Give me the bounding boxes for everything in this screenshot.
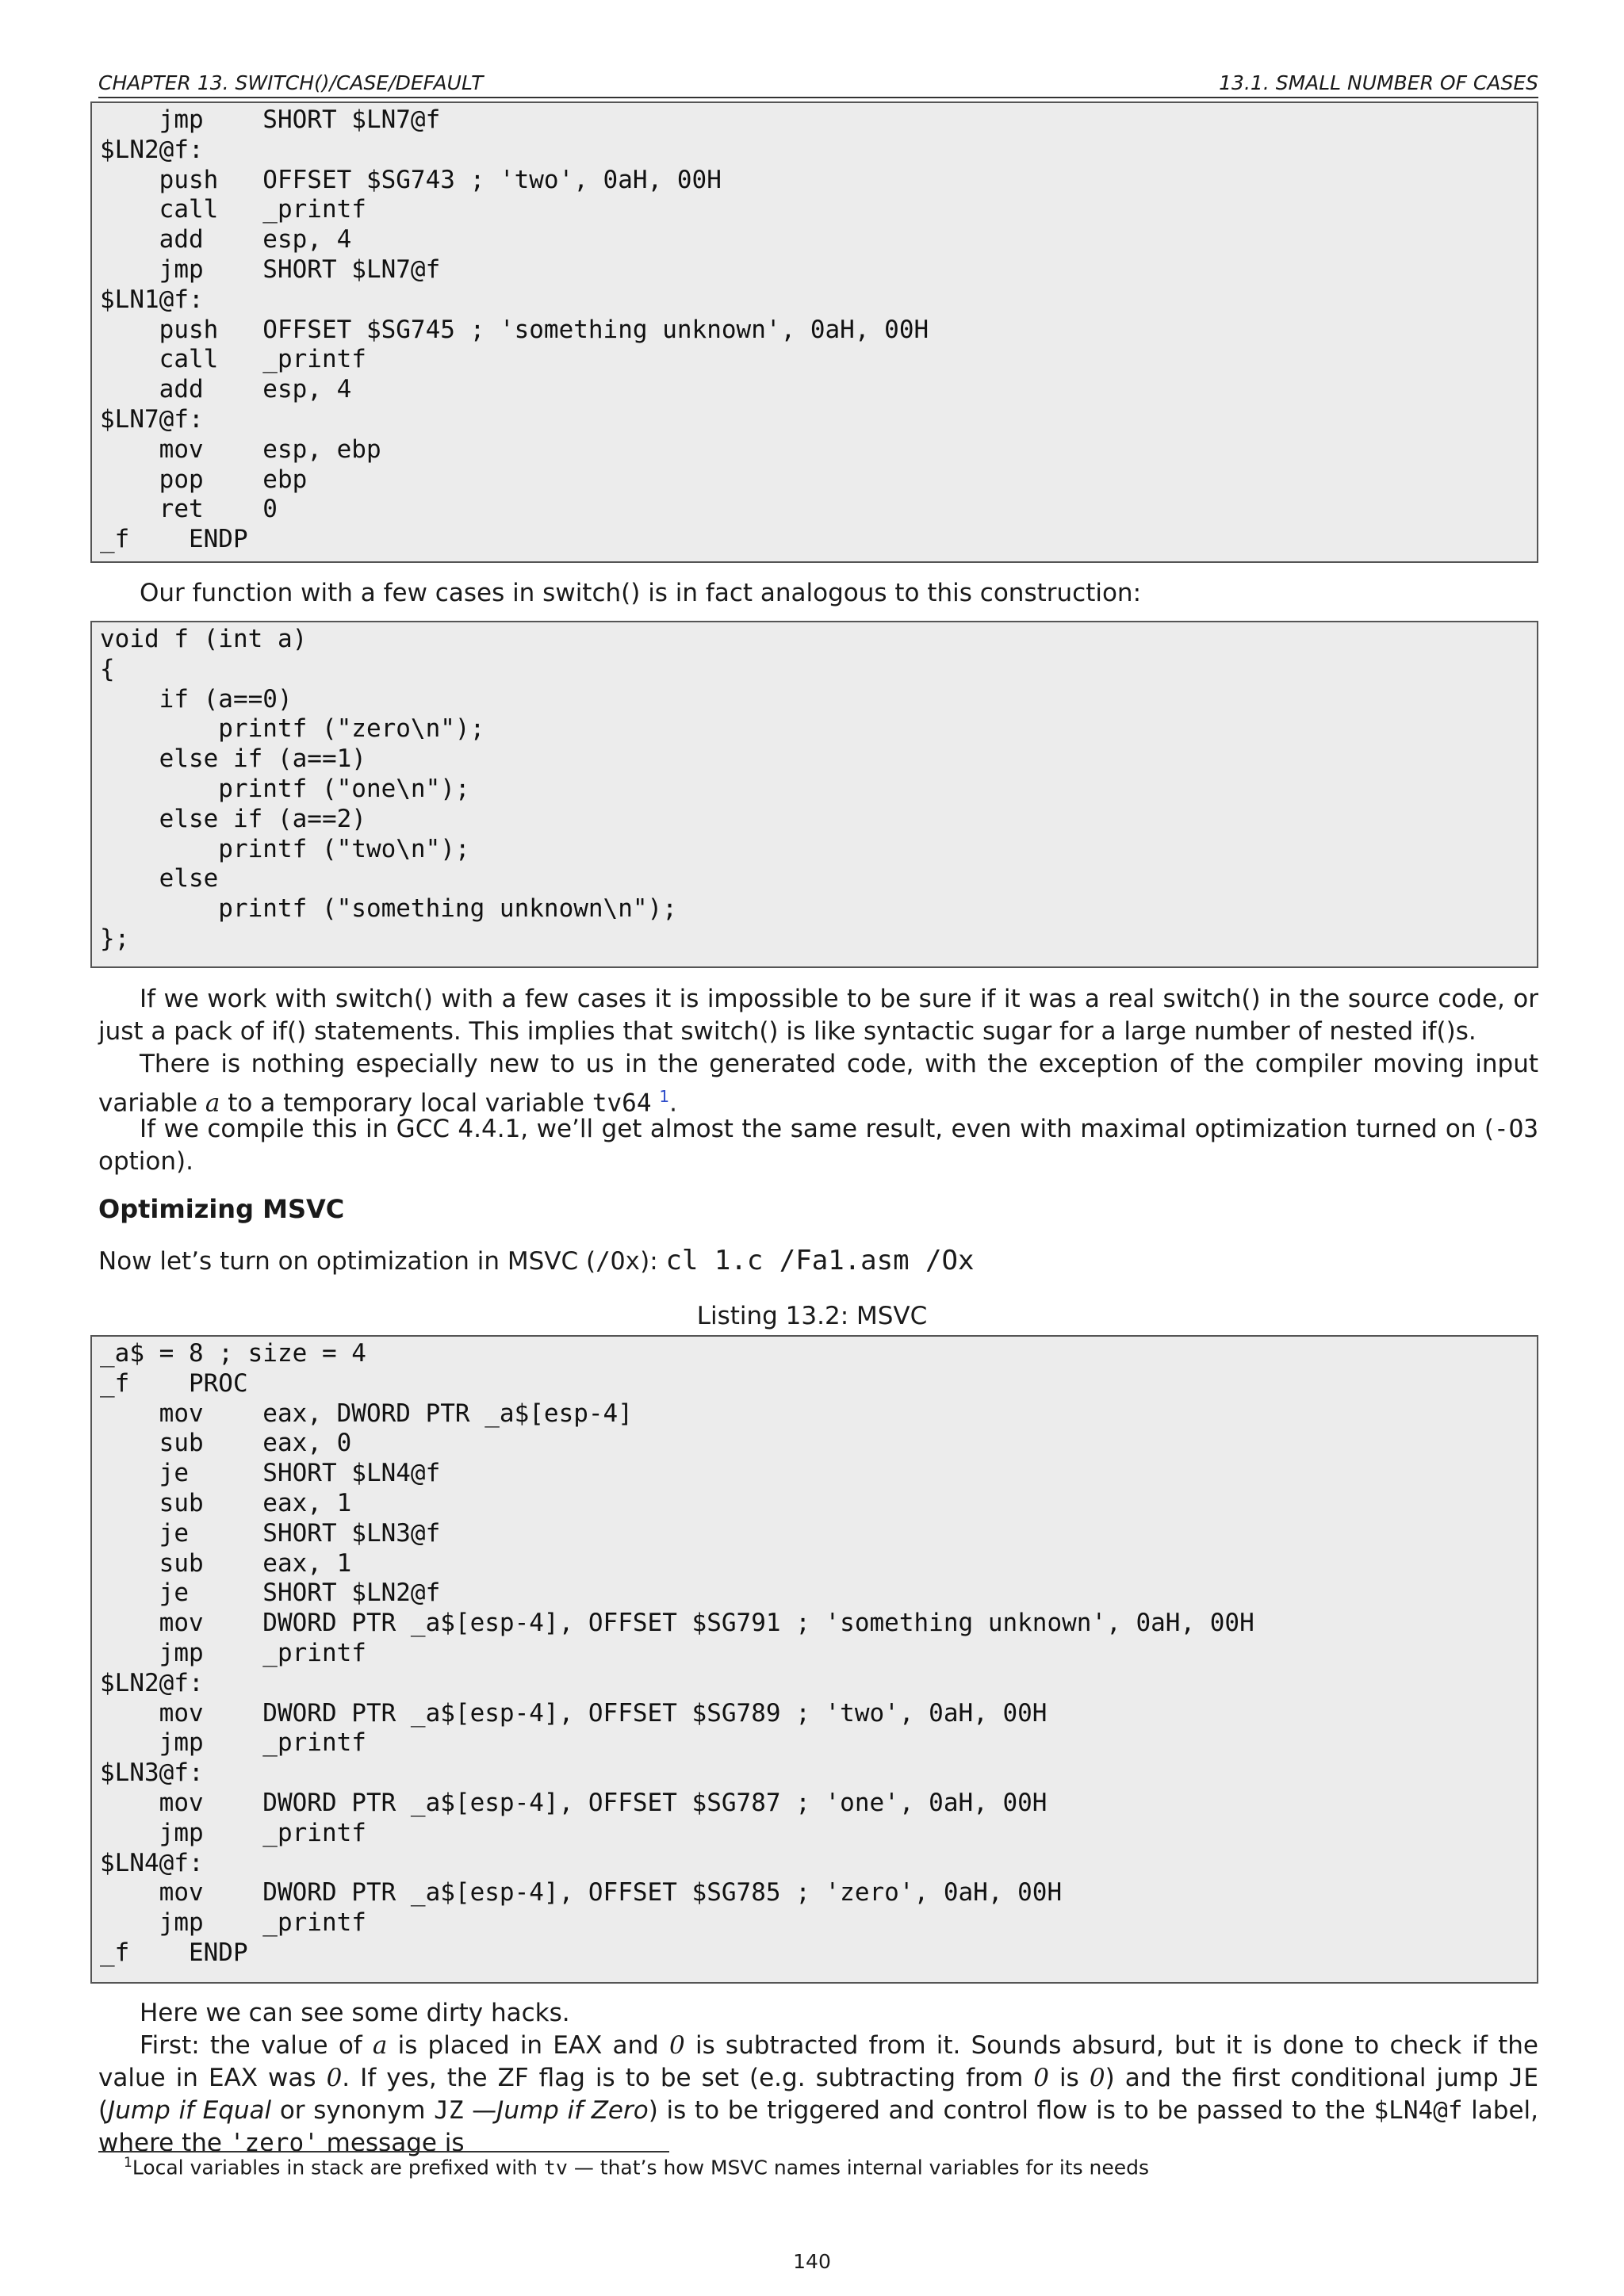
code-listing-asm-tail: jmp SHORT $LN7@f $LN2@f: push OFFSET $SG743 ; 'two', 0aH, 00H call _printf add esp, 4 jmp SHORT $LN7@f $LN1@f: push OFFSET $SG745 ; 'something unknown', 0aH, 00H call _printf add esp, 4 $LN7@f: mov esp, ebp pop ebp ret 0 _f ENDP [90,101,1538,563]
listing-caption: Listing 13.2: MSVC [696,1302,928,1330]
paragraph-switch-if: If we work with switch() with a few cases it is impossible to be sure if it was a real switch() in the source code, or just a pack of if() statements. This implies that switch() is like syntactic sugar for a large number of nested if()s. [98,985,1538,1046]
inline-code-ox: /Ox [596,1247,641,1276]
paragraph-analogous: Our function with a few cases in switch() is in fact analogous to this construction: [140,579,1142,607]
inline-code-command: cl 1.c /Fa1.asm /Ox [665,1245,975,1276]
code-listing-msvc-optimized: _a$ = 8 ; size = 4 _f PROC mov eax, DWORD PTR _a$[esp-4] sub eax, 0 je SHORT $LN4@f sub eax, 1 je SHORT $LN3@f sub eax, 1 je SHORT $LN2@f mov DWORD PTR _a$[esp-4], OFFSET $SG791 ; 'something unknown', 0aH, 00H jmp _printf $LN2@f: mov DWORD PTR _a$[esp-4], OFFSET $SG789 ; 'two', 0aH, 00H jmp _printf $LN3@f: mov DWORD PTR _a$[esp-4], OFFSET $SG787 ; 'one', 0aH, 00H jmp _printf $LN4@f: mov DWORD PTR _a$[esp-4], OFFSET $SG785 ; 'zero', 0aH, 00H jmp _printf _f ENDP [90,1335,1538,1984]
inline-code-tv64: tv64 [592,1089,652,1118]
footnote-ref[interactable]: 1 [659,1087,670,1106]
header-section: 13.1. SMALL NUMBER OF CASES [1219,71,1538,94]
paragraph-gcc: If we compile this in GCC 4.4.1, we’ll get almost the same result, even with maximal optimization turned on (-O3 option). [98,1115,1538,1176]
paragraph-turn-on-optimization: Now let’s turn on optimization in MSVC (/Ox): cl 1.c /Fa1.asm /Ox [98,1245,975,1276]
paragraph-nothing-new: There is nothing especially new to us in the generated code, with the exception of the compiler moving input variable a to a temporary local variable tv64 $^1$. [98,1050,1538,1118]
header-chapter: CHAPTER 13. SWITCH()/CASE/DEFAULT [98,71,484,94]
code-listing-c-equivalent: void f (int a) { if (a==0) printf ("zero\n"); else if (a==1) printf ("one\n"); else if (a==2) printf ("two\n"); else printf ("something unknown\n"); }; [90,621,1538,968]
footnote: $^1$Local variables in stack are prefixed with tv — that’s how MSVC names internal variables for its needs [124,2155,1150,2179]
paragraph-dirty-hacks: Here we can see some dirty hacks. [140,1999,570,2027]
section-heading: Optimizing MSVC [98,1194,345,1224]
paragraph-first-hack: First: the value of a is placed in EAX and 0 is subtracted from it. Sounds absurd, but it is done to check if the value in EAX was 0. If yes, the ZF flag is to be set (e.g. subtracting from 0 is 0) and the first conditional jump JE (Jump if Equal or synonym JZ —Jump if Zero) is to be triggered and control flow is to be passed to the $LN4@f label, where the 'zero' message is [98,2031,1538,2157]
variable-a: a [205,1089,220,1118]
footnote-rule [98,2151,669,2152]
page-number: 140 [793,2250,831,2273]
inline-code-o3: -O3 [1494,1115,1538,1143]
running-header [98,68,1538,98]
footnote-mark: 1 [124,2155,132,2171]
